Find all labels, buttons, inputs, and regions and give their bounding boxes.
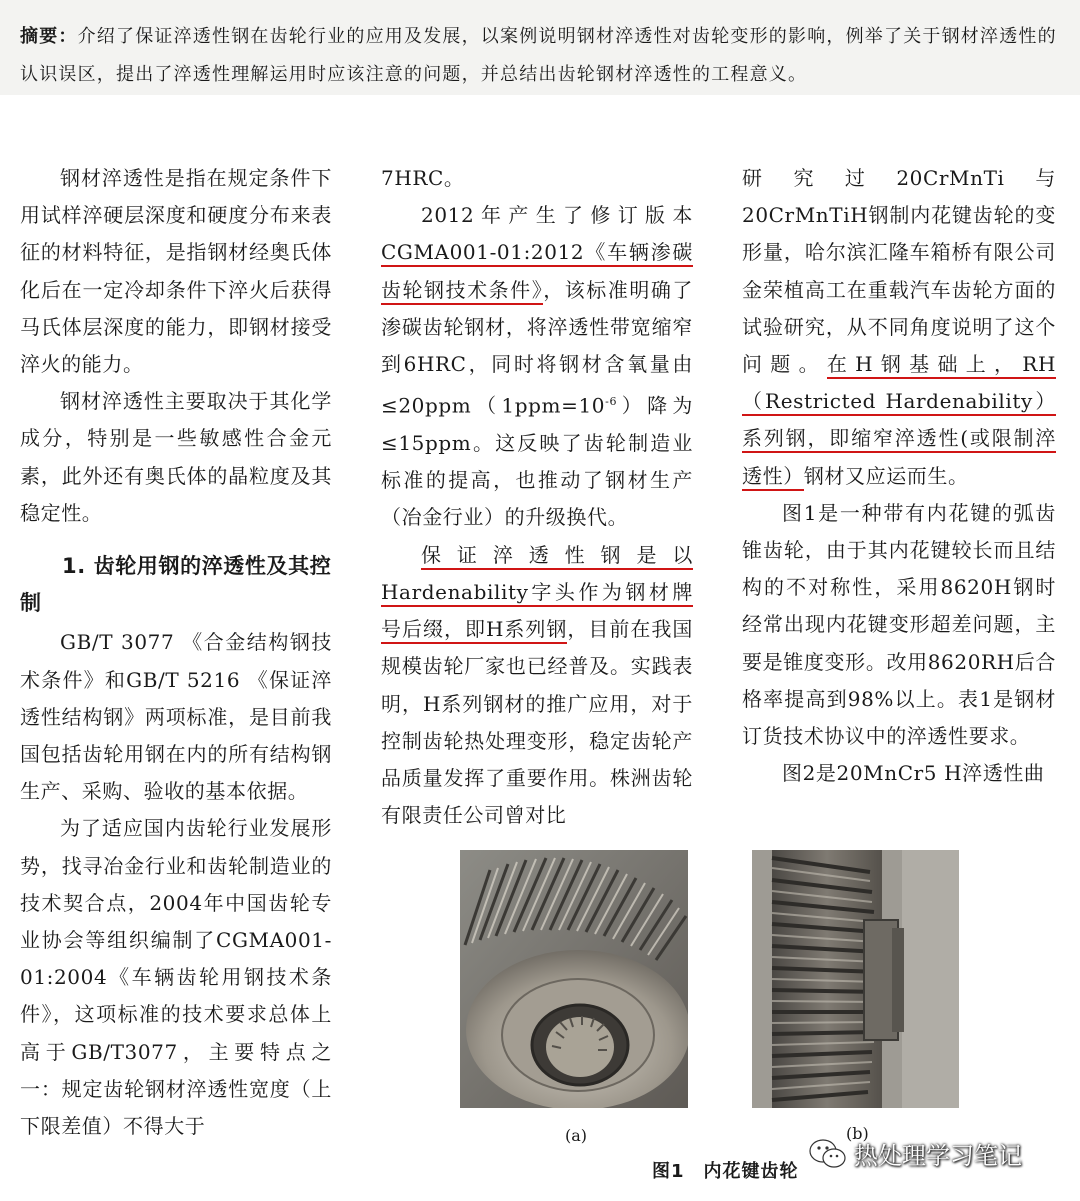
wechat-icon [808, 1137, 848, 1171]
figure-caption: 图1 内花键齿轮 [652, 1161, 799, 1182]
gear-image-b [752, 850, 959, 1108]
col2-p2-sup: -6 [605, 395, 618, 409]
gear-photo-a [460, 850, 688, 1108]
col3-paragraph-1 [742, 160, 1056, 495]
col1-paragraph-4: 为了适应国内齿轮行业发展形势，找寻冶金行业和齿轮制造业的技术契合点，2004年中国齿轮专业协会等组织编制了CGMA001-01:2004《车辆齿轮用钢技术条件》，这项标准的技术要求总体上高于GB/T3077，主要特点之一：规定齿轮钢材淬透性宽度（上下限差值）不得大于 [20, 816, 332, 1139]
col3-p1-post: 钢材又应运而生。 [803, 463, 969, 488]
col1-paragraph-1: 钢材淬透性是指在规定条件下用试样淬硬层深度和硬度分布来表征的材料特征，是指钢材经奥氏体化后在一定冷却条件下淬火后获得马氏体层深度的能力，即钢材接受淬火的能力。 [20, 166, 332, 377]
col2-paragraph-2 [381, 197, 693, 536]
highlight-h-series: 保证淬透性钢是以Hardenability字头作为钢材牌号后缀，即H系列钢 [381, 543, 693, 644]
subfigure-label-a: (a) [565, 1126, 588, 1145]
abstract [0, 0, 1080, 95]
col2-paragraph-1: 7HRC。 [381, 166, 465, 190]
col1-paragraph-2: 钢材淬透性主要取决于其化学成分，特别是一些敏感性合金元素，此外还有奥氏体的晶粒度及其稳定性。 [20, 389, 332, 525]
col2-p3-post: ，目前在我国规模齿轮厂家也已经普及。实践表明，H系列钢材的推广应用，对于控制齿轮热处理变形，稳定齿轮产品质量发挥了重要作用。株洲齿轮有限责任公司曾对比 [381, 617, 694, 828]
subfigure-label-b: (b) [846, 1124, 869, 1143]
watermark-text: 热处理学习笔记 [854, 1142, 1022, 1170]
highlight-rh-series: 在H钢基础上，RH（Restricted Hardenability）系列钢，即缩窄淬透性(或限制淬透性） [742, 352, 1056, 491]
abstract-label: 摘要： [20, 26, 78, 47]
highlight-standard-2012: CGMA001-01:2012《车辆渗碳齿轮钢技术条件》 [381, 240, 693, 304]
col3-paragraph-2: 图1是一种带有内花键的弧齿锥齿轮，由于其内花键较长而且结构的不对称性，采用8620H钢时经常出现内花键变形超差问题，主要是锥度变形。改用8620RH后合格率提高到98%以上。表1是钢材订货技术协议中的淬透性要求。 [742, 500, 1056, 749]
col2-p2-b: ）降为≤15ppm。这反映了齿轮制造业标准的提高，也推动了钢材生产（冶金行业）的升级换代。 [381, 393, 693, 530]
col3-paragraph-3: 图2是20MnCr5 H淬透性曲 [782, 761, 1045, 786]
abstract-text: 介绍了保证淬透性钢在齿轮行业的应用及发展，以案例说明钢材淬透性对齿轮变形的影响，例举了关于钢材淬透性的认识误区，提出了淬透性理解运用时应该注意的问题，并总结出齿轮钢材淬透性的工程意义。 [20, 26, 1057, 85]
col2-p2-a: ，该标准明确了渗碳齿轮钢材，将淬透性带宽缩窄到6HRC，同时将钢材含氧量由≤20ppm（1ppm=10 [381, 277, 693, 418]
col2-p2-pre: 2012年产生了修订版本 [421, 203, 693, 228]
column-1 [20, 160, 332, 1145]
col1-paragraph-3: GB/T 3077 《合金结构钢技术条件》和GB/T 5216 《保证淬透性结构钢》两项标准，是目前我国包括齿轮用钢在内的所有结构钢生产、采购、验收的基本依据。 [20, 630, 332, 804]
col3-p1-pre: 研究过20CrMnTi与20CrMnTiH钢制内花键齿轮的变形量，哈尔滨汇隆车箱桥有限公司金荣植高工在重载汽车齿轮方面的试验研究，从不同角度说明了这个问题。 [742, 166, 1056, 377]
gear-image-a [460, 850, 688, 1108]
gear-photo-b [752, 850, 959, 1108]
column-3 [742, 160, 1056, 792]
section-heading: 1. 齿轮用钢的淬透性及其控制 [20, 554, 332, 616]
column-2 [381, 160, 693, 834]
col2-paragraph-3 [381, 537, 693, 835]
watermark [808, 1136, 1022, 1171]
